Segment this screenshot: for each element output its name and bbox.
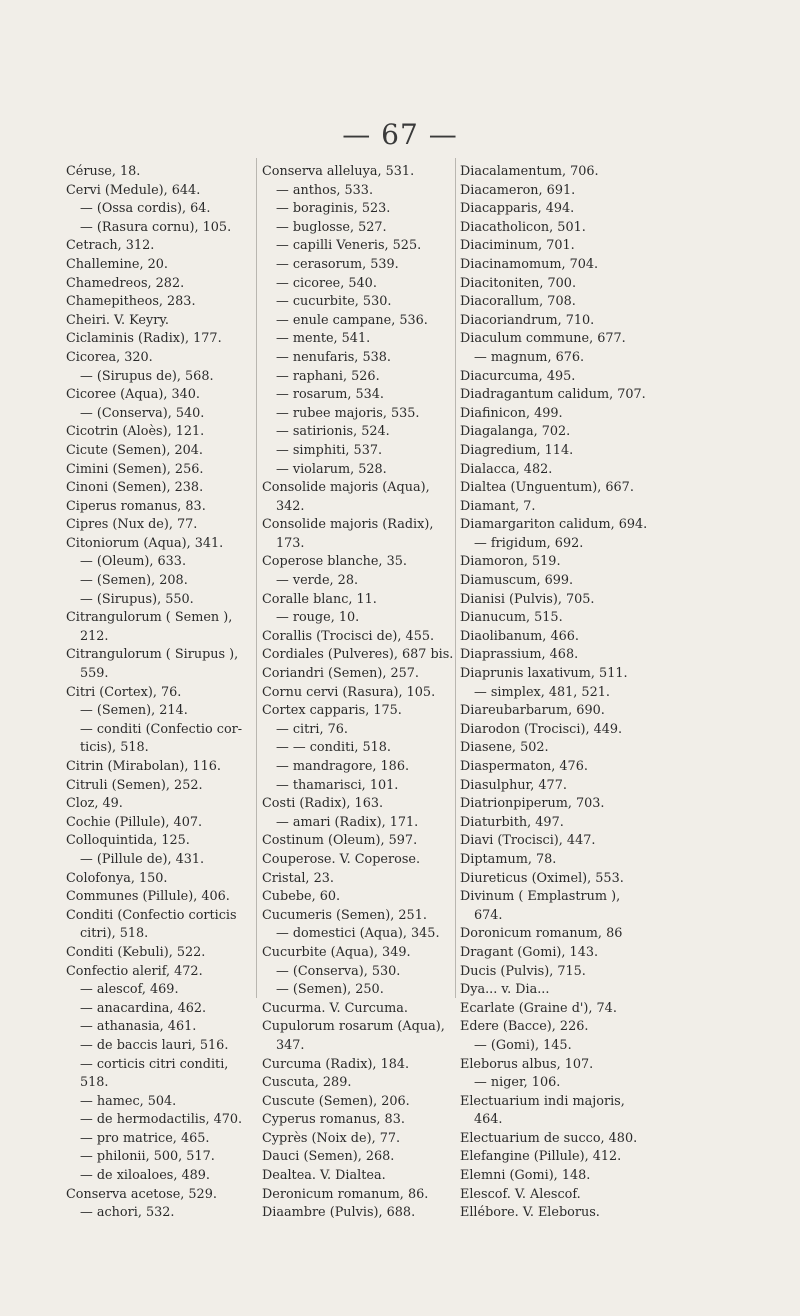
index-entry: Consolide majoris (Radix), [262,517,434,533]
column-divider [455,158,456,998]
index-entry: Dya... v. Dia... [460,982,550,998]
index-entry: Coralle blanc, 11. [262,591,377,607]
index-entry: Ducis (Pulvis), 715. [460,963,586,979]
index-entry: Diacitoniten, 700. [460,275,577,291]
index-entry: Electuarium indi majoris, [460,1093,625,1109]
index-entry: Elescof. V. Alescof. [460,1186,581,1202]
index-entry: Dialacca, 482. [460,461,553,477]
index-entry: — violarum, 528. [276,461,387,477]
index-entry: Diureticus (Oximel), 553. [460,870,624,886]
index-entry: Diaciminum, 701. [460,238,575,254]
index-entry: Cuscuta, 289. [262,1075,352,1091]
index-entry: Cinoni (Semen), 238. [66,480,204,496]
index-entry: — anthos, 533. [276,182,374,198]
index-entry: — simplex, 481, 521. [474,684,610,700]
index-entry: Diacalamentum, 706. [460,164,599,179]
index-entry: Dianisi (Pulvis), 705. [460,591,595,607]
index-entry: — (Pillule de), 431. [80,851,205,867]
index-entry: — boraginis, 523. [276,201,391,217]
index-entry: Diavi (Trocisci), 447. [460,833,596,849]
index-entry: — (Gomi), 145. [474,1037,572,1053]
index-entry: — anacardina, 462. [80,1000,207,1016]
index-entry: — verde, 28. [276,573,359,589]
index-entry: — rubee majoris, 535. [276,405,420,421]
index-entry: Cordiales (Pulveres), 687 bis. [262,647,454,663]
column-divider [256,158,257,998]
index-entry: Challemine, 20. [66,256,168,272]
index-entry: — satirionis, 524. [276,424,390,440]
index-entry: Diaspermaton, 476. [460,759,588,774]
index-entry: — pro matrice, 465. [80,1130,210,1146]
index-entry: Curcuma (Radix), 184. [262,1056,410,1072]
index-entry: — (Semen), 208. [80,573,188,589]
index-entry: Cicorea, 320. [66,349,153,365]
index-entry: — cucurbite, 530. [276,294,392,310]
index-entry: Diacinamomum, 704. [460,256,599,272]
index-entry: Diptamum, 78. [460,851,557,867]
index-entry: Costinum (Oleum), 597. [262,833,418,849]
index-entry: — de baccis lauri, 516. [80,1037,229,1053]
index-entry: — (Conserva), 530. [276,963,401,979]
index-entry: — capilli Veneris, 525. [276,238,422,254]
index-entry: Cheiri. V. Keyry. [66,312,169,328]
index-column-2 [262,163,454,1223]
index-entry: Coperose blanche, 35. [262,554,407,570]
page-number: — 67 — [342,118,458,151]
index-entry: Ciclaminis (Radix), 177. [66,331,222,347]
index-entry: — conditi (Confectio cor- [80,721,243,737]
index-entry: Confectio alerif, 472. [66,963,203,979]
index-entry: Cristal, 23. [262,870,334,886]
index-entry: Cucurbite (Aqua), 349. [262,944,411,960]
index-entry: Cucumeris (Semen), 251. [262,907,427,923]
index-entry: — niger, 106. [474,1075,561,1091]
index-entry: Diacoriandrum, 710. [460,312,595,328]
index-entry: Diarodon (Trocisci), 449. [460,721,623,737]
index-entry: Ecarlate (Graine d'), 74. [460,1000,617,1016]
index-entry: Conserva acetose, 529. [66,1186,217,1202]
index-entry: Conditi (Confectio corticis [66,907,237,923]
index-entry: Cuscute (Semen), 206. [262,1093,410,1109]
index-entry: Cucurma. V. Curcuma. [262,1000,408,1016]
index-entry: — alescof, 469. [80,982,179,998]
index-entry: Cloz, 49. [66,796,123,812]
index-entry: — amari (Radix), 171. [276,814,419,830]
index-entry: Diaolibanum, 466. [460,628,579,644]
index-entry: — cicoree, 540. [276,275,377,291]
index-entry: Cimini (Semen), 256. [66,461,204,477]
index-entry: Elemni (Gomi), 148. [460,1168,591,1184]
index-entry: Citruli (Semen), 252. [66,777,203,793]
index-entry: Couperose. V. Coperose. [262,851,421,867]
index-entry: Diacapparis, 494. [460,201,575,217]
index-entry: Diamant, 7. [460,498,536,514]
index-entry: Diaprassium, 468. [460,647,579,663]
index-entry: Diacurcuma, 495. [460,368,576,384]
index-entry: Cicute (Semen), 204. [66,442,203,458]
index-entry: Colofonya, 150. [66,870,168,886]
index-entry: 173. [276,535,305,551]
index-entry: — (Ossa cordis), 64. [80,201,211,217]
index-entry: Conditi (Kebuli), 522. [66,944,206,960]
index-entry: — (Sirupus), 550. [80,591,194,607]
index-entry: Communes (Pillule), 406. [66,889,230,905]
index-entry: Diaprunis laxativum, 511. [460,666,628,682]
index-entry: Cornu cervi (Rasura), 105. [262,684,436,700]
index-entry: — enule campane, 536. [276,312,428,328]
index-entry: — frigidum, 692. [474,535,584,551]
index-entry: — (Semen), 214. [80,703,188,719]
index-entry: Deronicum romanum, 86. [262,1186,429,1202]
index-entry: Coriandri (Semen), 257. [262,666,419,682]
index-entry: Diacatholicon, 501. [460,219,586,235]
index-entry: Cortex capparis, 175. [262,703,402,719]
index-entry: — — conditi, 518. [276,740,391,756]
index-entry: 559. [80,666,109,682]
index-entry: Citrangulorum ( Sirupus ), [66,647,239,663]
index-entry: — (Oleum), 633. [80,554,187,570]
index-entry: Chamedreos, 282. [66,275,185,291]
index-entry: — rosarum, 534. [276,387,385,403]
index-entry: Céruse, 18. [66,164,141,179]
index-entry: — (Conserva), 540. [80,405,205,421]
index-entry: Diatrionpiperum, 703. [460,796,605,812]
index-entry: Diasene, 502. [460,740,549,756]
index-entry: Diagredium, 114. [460,442,574,458]
index-entry: Ciperus romanus, 83. [66,498,206,514]
index-entry: — (Semen), 250. [276,982,384,998]
index-entry: Colloquintida, 125. [66,833,190,849]
index-column-1 [66,163,254,1223]
index-entry: 464. [474,1112,503,1128]
index-entry: 518. [80,1075,109,1091]
index-entry: Diamargariton calidum, 694. [460,517,648,533]
index-entry: citri), 518. [80,926,149,942]
index-entry: Elefangine (Pillule), 412. [460,1149,622,1165]
index-entry: 212. [80,628,109,644]
index-entry: 674. [474,907,503,923]
index-entry: — citri, 76. [276,721,348,737]
index-entry: — buglosse, 527. [276,219,387,235]
index-entry: Diamuscum, 699. [460,573,574,589]
index-entry: Citrin (Mirabolan), 116. [66,759,221,774]
index-entry: Cicoree (Aqua), 340. [66,387,201,403]
index-entry: — simphiti, 537. [276,442,383,458]
index-entry: Chamepitheos, 283. [66,294,196,310]
index-entry: — mandragore, 186. [276,759,410,774]
index-entry: Dealtea. V. Dialtea. [262,1168,386,1184]
index-entry: Diaturbith, 497. [460,814,564,830]
index-entry: Diaculum commune, 677. [460,331,626,347]
index-entry: — (Rasura cornu), 105. [80,219,232,235]
index-entry: — domestici (Aqua), 345. [276,926,440,942]
index-entry: Cetrach, 312. [66,238,155,254]
index-entry: Cyperus romanus, 83. [262,1112,405,1128]
index-entry: — de hermodactilis, 470. [80,1112,243,1128]
index-entry: Cubebe, 60. [262,889,341,905]
index-entry: — hamec, 504. [80,1093,177,1109]
index-entry: Diacorallum, 708. [460,294,576,310]
index-entry: Diadragantum calidum, 707. [460,387,646,403]
index-entry: Citoniorum (Aqua), 341. [66,535,224,551]
index-entry: Diacameron, 691. [460,182,576,198]
index-entry: Edere (Bacce), 226. [460,1019,589,1035]
index-entry: Costi (Radix), 163. [262,796,384,812]
index-entry: ticis), 518. [80,740,149,756]
index-entry: — thamarisci, 101. [276,777,399,793]
index-entry: Diasulphur, 477. [460,777,567,793]
index-entry: Diagalanga, 702. [460,424,571,440]
index-entry: 342. [276,498,305,514]
index-entry: Dauci (Semen), 268. [262,1149,395,1165]
index-entry: Cochie (Pillule), 407. [66,814,203,830]
index-entry: — philonii, 500, 517. [80,1149,215,1165]
index-entry: — nenufaris, 538. [276,349,391,365]
index-column-3 [460,163,665,1223]
index-entry: Cicotrin (Aloès), 121. [66,424,205,440]
index-entry: Dianucum, 515. [460,610,563,626]
index-entry: — de xiloaloes, 489. [80,1168,210,1184]
index-entry: Cervi (Medule), 644. [66,182,201,198]
index-entry: Dialtea (Unguentum), 667. [460,480,634,496]
index-entry: Consolide majoris (Aqua), [262,480,430,496]
index-entry: 347. [276,1037,305,1053]
index-entry: Divinum ( Emplastrum ), [460,889,621,905]
index-entry: — raphani, 526. [276,368,380,384]
index-entry: Diareubarbarum, 690. [460,703,605,719]
index-entry: Electuarium de succo, 480. [460,1130,638,1146]
index-entry: Cipres (Nux de), 77. [66,517,198,533]
index-entry: Citri (Cortex), 76. [66,684,182,700]
index-entry: — (Sirupus de), 568. [80,368,214,384]
index-entry: Diaambre (Pulvis), 688. [262,1205,416,1221]
index-entry: — cerasorum, 539. [276,256,399,272]
index-entry: Cyprès (Noix de), 77. [262,1130,401,1146]
index-entry: Dragant (Gomi), 143. [460,944,599,960]
index-entry: Doronicum romanum, 86 [460,926,623,942]
index-entry: Diafinicon, 499. [460,405,563,421]
index-entry: Diamoron, 519. [460,554,561,570]
index-entry: — mente, 541. [276,331,371,347]
index-entry: — corticis citri conditi, [80,1056,229,1072]
index-entry: Ellébore. V. Eleborus. [460,1205,600,1221]
index-entry: Eleborus albus, 107. [460,1056,594,1072]
index-entry: — rouge, 10. [276,610,360,626]
index-entry: Citrangulorum ( Semen ), [66,610,233,626]
index-entry: — achori, 532. [80,1205,175,1221]
index-entry: — magnum, 676. [474,349,585,365]
index-entry: Corallis (Trocisci de), 455. [262,628,435,644]
index-entry: — athanasia, 461. [80,1019,197,1035]
index-entry: Cupulorum rosarum (Aqua), [262,1019,445,1035]
index-entry: Conserva alleluya, 531. [262,164,415,179]
